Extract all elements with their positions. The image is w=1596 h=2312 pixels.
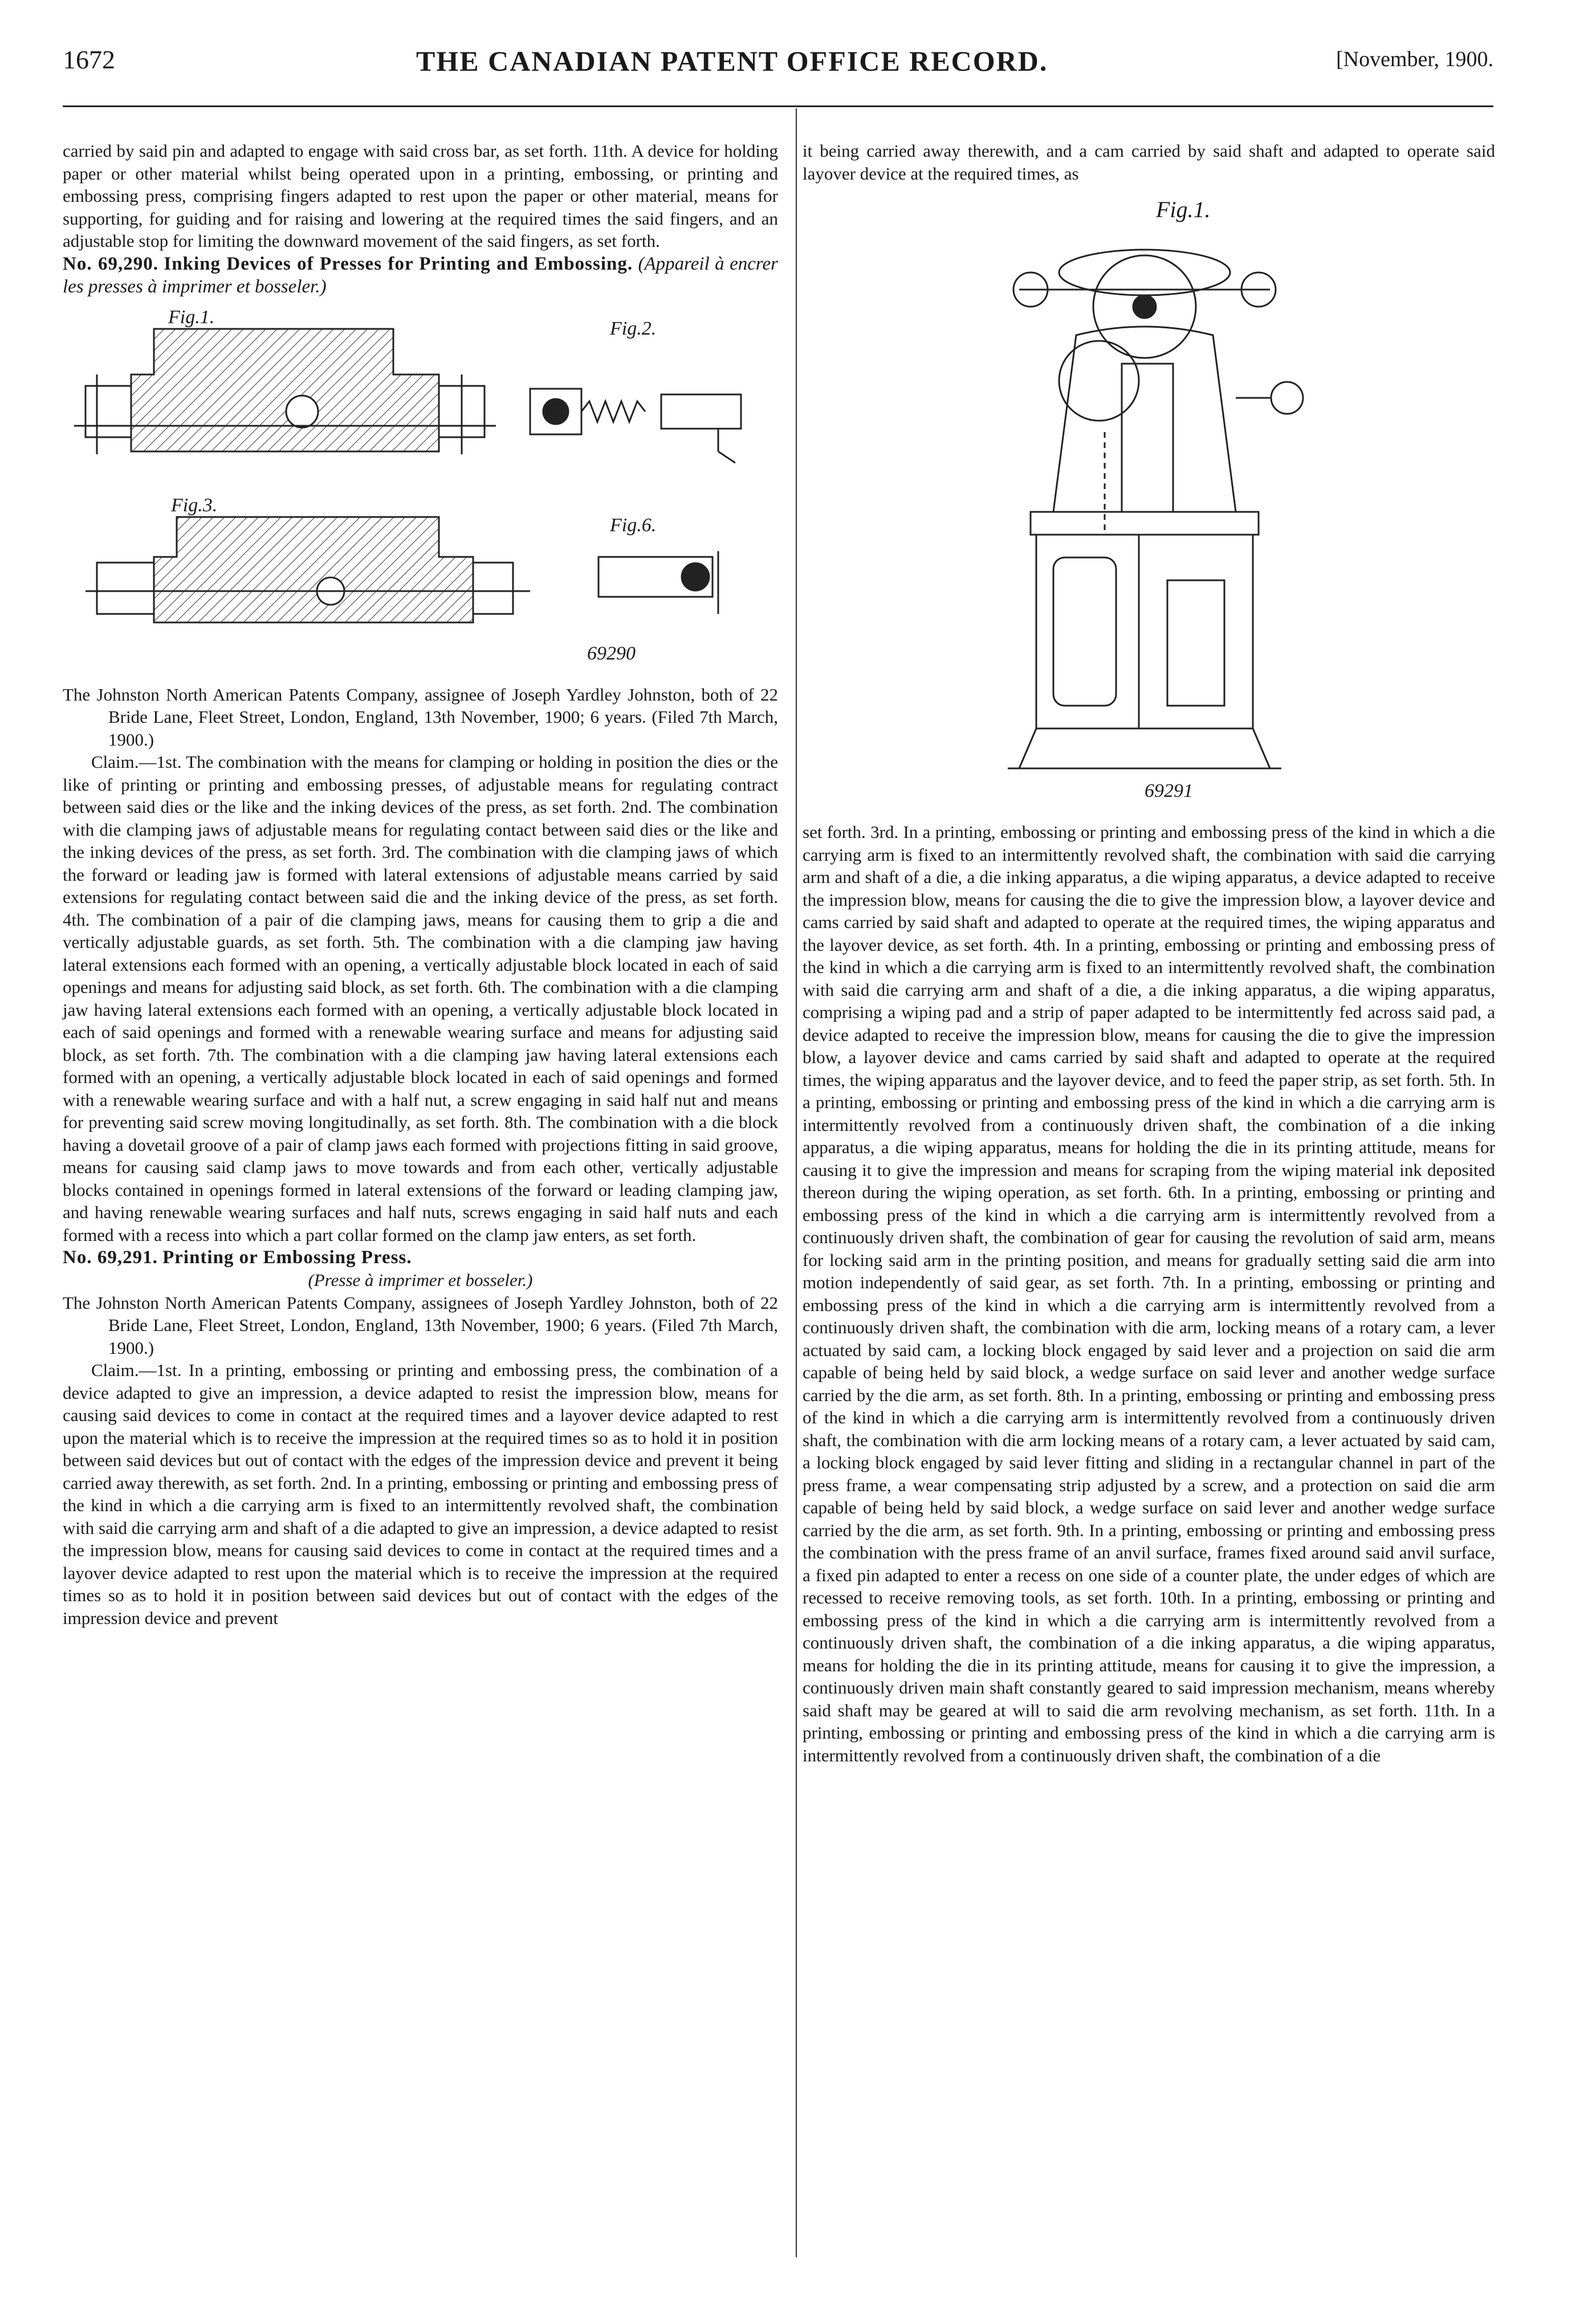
claims-69291-continued: set forth. 3rd. In a printing, embossing or printing and embossing press of the kind in which a die carrying arm is fixed to an intermittently revolved shaft, the combination with said die carrying arm and shaft of a die, a die inking apparatus, a die wiping apparatus, a device adapted to receive the impression blow, means for causing the die to give the impression blow, a layover device and cams carried by said shaft and adapted to operate at the required times, the wiping apparatus and the layover device, as set forth. 4th. In a printing, embossing or printing and embossing press of the kind in which a die carrying arm is fixed to an intermittently revolved shaft, the combination with said die carrying arm and shaft of a die, a die inking apparatus, a die wiping apparatus, comprising a wiping pad and a strip of paper adapted to be intermittently fed across said pad, a device adapted to receive the impression blow, means for causing the die to give the impression blow, a layover device and cams carried by said shaft and adapted to operate at the required times, the wiping apparatus and the layover device, and to feed the paper strip, as set forth. 5th. In a printing, embossing or printing and embossing press of the kind in which a die carrying arm is intermittently revolved from a continuously driven shaft, the combination of a die inking apparatus, a die wiping apparatus, means for holding the die in its printing attitude, means for causing it to give the impression and means for scraping from the wiping material ink deposited thereon during the wiping operation, as set forth. 6th. In a printing, embossing or printing and embossing press of the kind in which a die carrying arm is intermittently revolved from a continuously driven shaft, the combination of gear for causing the revolution of said arm, means for locking said arm in the printing position, and means for gradually setting said die arm into motion independently of said gear, as set forth. 7th. In a printing, embossing or printing and embossing press of the kind in which a die carrying arm is intermittently revolved from a continuously driven shaft, the combination with die arm, locking means of a rotary cam, a lever actuated by said cam, a locking block engaged by said lever and a projection on said die arm capable of being held by said block, a wedge surface on said lever and another wedge surface carried by the die arm, as set forth. 8th. In a printing, embossing or printing and embossing press of the kind in which a die carrying arm is intermittently revolved from a continuously driven shaft, the combination with die arm locking means of a rotary cam, a lever actuated by said cam, a locking block engaged by said lever fitting and sliding in a rectangular channel in part of the press frame, a wear compensating strip adjusted by a screw, and a protection on said die arm capable of being held by said block, a wedge surface on said lever and another wedge surface carried by the die arm, as set forth. 9th. In a printing, embossing or printing and embossing press the combination with the press frame of an anvil surface, frames fixed around said anvil surface, a fixed pin adapted to enter a recess on one side of a counter plate, the under edges of which are recessed to receive removing tools, as set forth. 10th. In a printing, embossing or printing and embossing press of the kind in which a die carrying arm is intermittently revolved from a continuously driven shaft, the combination of a die inking apparatus, a die wiping apparatus, means for holding the die in its printing attitude, means for causing it to give the impression, a continuously driven main shaft constantly geared to said impression mechanism, means whereby said shaft may be geared at will to said die arm revolving mechanism, as set forth. 11th. In a printing, embossing or printing and embossing press of the kind in which a die carrying arm is intermittently revolved from a continuously driven shaft, the combination of a die bbox=[803, 822, 1495, 1765]
patent-heading-69290 bbox=[63, 253, 778, 298]
drawing-number-69291: 69291 bbox=[1145, 780, 1193, 801]
left-column bbox=[63, 140, 778, 1629]
patent-title: Printing or Embossing Press. bbox=[162, 1247, 412, 1268]
claims-69290: Claim.—1st. The combination with the means for clamping or holding in position the dies or the like of printing or printing and embossing presses, of adjustable means for regulating contract between said dies or the like and the inking devices of the press, as set forth. 2nd. The combination with die clamping jaws of adjustable means for regulating contact between said dies or the like and the inking devices of the press, as set forth. 3rd. The combination with die clamping jaws of which the forward or leading jaw is formed with lateral extensions of adjustable means carried by said extensions for regulating contact between said die and the inking device of the press, as set forth. 4th. The combination of a pair of die clamping jaws, means for causing them to grip a die and vertically adjustable guards, as set forth. 5th. The combination with a die clamping jaw having lateral extensions each formed with an opening, a vertically adjustable block located in each of said openings and means for adjusting said block, as set forth. 6th. The combination with a die clamping jaw having lateral extensions each formed with an opening, a vertically adjustable block located in each of said openings and formed with a renewable wearing surface and means for adjusting said block, as set forth. 7th. The combination with a die clamping jaw having lateral extensions each formed with an opening, a vertically adjustable block located in each of said openings and formed with a renewable wearing surface and with a half nut, a screw engaging in said half nut and means for preventing said screw moving longitudinally, as set forth. 8th. The combination with a die block having a dovetail groove of a pair of clamp jaws each formed with projections fitting in said groove, means for causing said clamp jaws to move towards and from each other, vertically adjustable blocks contained in openings formed in lateral extensions of the forward or leading clamping jaw, and having renewable wearing surfaces and half nuts, screws engaging in said half nuts and each formed with a recess into which a part collar formed on the clamp jaw enters, as set forth. bbox=[63, 752, 778, 1245]
fig6-drawing bbox=[598, 551, 718, 614]
fig2-label: Fig.2. bbox=[610, 318, 657, 339]
issue-date: [November, 1900. bbox=[1336, 47, 1493, 71]
column-divider bbox=[796, 108, 797, 2257]
running-title: THE CANADIAN PATENT OFFICE RECORD. bbox=[416, 45, 1048, 77]
claims-69291: Claim.—1st. In a printing, embossing or printing and embossing press, the combination of a device adapted to give an impression, a device adapted to resist the impression blow, means for causing said devices to come in contact at the required times and a layover device adapted to rest upon the material which is to receive the impression at the required times so as to hold it in position between said devices but out of contact with the edges of the impression device and prevent it being carried away therewith, as set forth. 2nd. In a printing, embossing or printing and embossing press of the kind in which a die carrying arm is fixed to an intermittently revolved shaft, the combination with said die carrying arm and shaft of a die adapted to give an impression, a device adapted to resist the impression blow, means for causing said devices to come in contact at the required times and a layover device adapted to rest upon the material which is to receive the impression at the required times so as to hold it in position between said devices but out of contact with the edges of the impression device and prevent bbox=[63, 1360, 778, 1628]
patent-heading-69291 bbox=[63, 1246, 778, 1269]
patent-69290-drawings bbox=[63, 306, 778, 671]
fig3-drawing bbox=[85, 517, 530, 622]
patent-french-title: (Presse à imprimer et bosseler.) bbox=[308, 1270, 533, 1290]
patent-number: No. 69,291. bbox=[63, 1247, 158, 1268]
fig6-label: Fig.6. bbox=[610, 514, 657, 536]
continued-claims-text: carried by said pin and adapted to engage with said cross bar, as set forth. 11th. A device for holding paper or other material whilst being operated upon in a printing, embossing, or printing and embossing press, comprising fingers adapted to rest upon the paper or other material, means for supporting, for guiding and for raising and lowering at the required times the said fingers, and an adjustable stop for limiting the downward movement of the said fingers, as set forth. bbox=[63, 141, 778, 251]
fig1-label: Fig.1. bbox=[1156, 197, 1211, 222]
patent-69291-drawing bbox=[803, 193, 1495, 808]
fig1-label: Fig.1. bbox=[168, 306, 215, 328]
assignee-69291: The Johnston North American Patents Company, assignees of Joseph Yardley Johnston, both of 22 Bride Lane, Fleet Street, London, England, 13th November, 1900; 6 years. (Filed 7th March, 1900.) bbox=[63, 1292, 778, 1358]
patent-title: Inking Devices of Presses for Printing and Embossing. bbox=[164, 253, 633, 274]
continued-claims-top: it being carried away therewith, and a cam carried by said shaft and adapted to operate said layover device at the required times, as bbox=[803, 141, 1495, 184]
press-machine-drawing bbox=[803, 193, 1495, 808]
page-number: 1672 bbox=[63, 45, 115, 74]
inking-device-drawing bbox=[63, 306, 778, 671]
fig3-label: Fig.3. bbox=[171, 494, 218, 516]
fig1-drawing bbox=[74, 329, 496, 454]
assignee-69290: The Johnston North American Patents Company, assignee of Joseph Yardley Johnston, both of 22 Bride Lane, Fleet Street, London, England, 13th November, 1900; 6 years. (Filed 7th March, 1900.) bbox=[63, 684, 778, 750]
patent-number: No. 69,290. bbox=[63, 253, 158, 274]
right-column bbox=[803, 140, 1495, 1766]
fig2-drawing bbox=[530, 389, 741, 463]
header-rule bbox=[63, 105, 1493, 107]
patent-french-title: (Appareil à encrer les presses à imprimer et bosseler.) bbox=[63, 253, 778, 297]
page-header bbox=[63, 44, 1493, 84]
drawing-number-69290: 69290 bbox=[587, 642, 636, 664]
